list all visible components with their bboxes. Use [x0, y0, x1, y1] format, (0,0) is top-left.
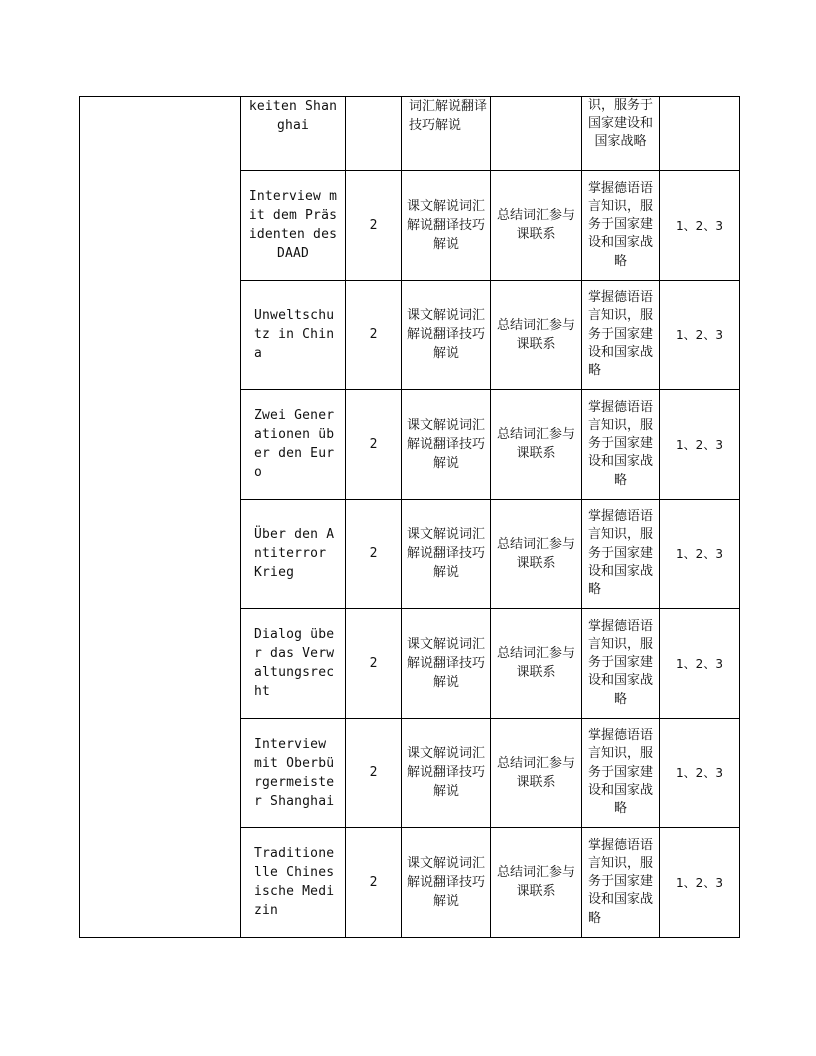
- topic-cell: [241, 828, 346, 938]
- objectives-cell: [660, 828, 740, 938]
- activity-cell: [402, 171, 491, 281]
- goal-cell: [582, 97, 660, 171]
- hours-cell: [346, 609, 402, 719]
- topic-text: Unweltschutz in China: [254, 308, 335, 362]
- goal-text: 掌握德语语言知识，服务于国家建设和国家战略: [588, 837, 654, 926]
- activity-cell: [402, 609, 491, 719]
- activity-cell: [402, 280, 491, 390]
- objectives-cell: [660, 390, 740, 500]
- student-text: 总结词汇参与课联系: [496, 427, 575, 462]
- goal-text: 掌握德语语言知识，服务于国家建设和国家战略: [588, 399, 654, 488]
- activity-cell: [402, 828, 491, 938]
- goal-cell: [582, 499, 660, 609]
- hours-cell: [346, 390, 402, 500]
- student-cell: [491, 718, 582, 828]
- goal-cell: [582, 609, 660, 719]
- student-cell: [491, 390, 582, 500]
- activity-cell: [402, 390, 491, 500]
- objectives-cell: [660, 280, 740, 390]
- topic-text: Interview mit dem Präsidenten des DAAD: [248, 189, 338, 262]
- goal-text: 掌握德语语言知识，服务于国家建设和国家战略: [588, 180, 654, 269]
- activity-text: 课文解说词汇解说翻译技巧解说: [406, 308, 485, 362]
- activity-text: 课文解说词汇解说翻译技巧解说: [406, 417, 485, 471]
- goal-text: 掌握德语语言知识，服务于国家建设和国家战略: [588, 728, 654, 817]
- topic-text: Interview mit Oberbürgermeister Shanghai: [254, 736, 335, 809]
- topic-text: Dialog über das Verwaltungsrecht: [254, 627, 335, 700]
- student-cell: [491, 609, 582, 719]
- topic-cell: [241, 718, 346, 828]
- topic-cell: [241, 609, 346, 719]
- activity-text: 课文解说词汇解说翻译技巧解说: [406, 636, 485, 690]
- hours-cell: [346, 718, 402, 828]
- student-cell: [491, 828, 582, 938]
- table-row: [80, 97, 740, 171]
- merged-category-cell: [80, 97, 241, 938]
- hours-cell: [346, 171, 402, 281]
- student-text: 总结词汇参与课联系: [496, 755, 575, 790]
- hours-text: 2: [369, 874, 378, 890]
- topic-cell: [241, 97, 346, 171]
- goal-cell: [582, 171, 660, 281]
- hours-text: 2: [369, 217, 378, 233]
- student-cell: [491, 280, 582, 390]
- student-text: 总结词汇参与课联系: [496, 536, 575, 571]
- course-schedule-table: [79, 96, 740, 938]
- hours-cell: [346, 97, 402, 171]
- goal-cell: [582, 718, 660, 828]
- topic-text: Traditionelle Chinesische Medizin: [254, 846, 335, 919]
- objectives-cell: [660, 499, 740, 609]
- goal-text: 识，服务于国家建设和国家战略: [588, 98, 654, 150]
- objectives-text: 1、2、3: [676, 875, 723, 890]
- objectives-text: 1、2、3: [676, 437, 723, 452]
- activity-text: 课文解说词汇解说翻译技巧解说: [406, 855, 485, 909]
- hours-text: 2: [369, 436, 378, 452]
- objectives-text: 1、2、3: [676, 328, 723, 343]
- student-cell: [491, 499, 582, 609]
- activity-cell: [402, 718, 491, 828]
- objectives-cell: [660, 609, 740, 719]
- topic-cell: [241, 280, 346, 390]
- topic-text: Zwei Generationen über den Euro: [254, 408, 335, 481]
- activity-cell: [402, 499, 491, 609]
- hours-text: 2: [369, 655, 378, 671]
- activity-cell: [402, 97, 491, 171]
- topic-text: Über den Antiterror Krieg: [254, 527, 335, 581]
- objectives-text: 1、2、3: [676, 656, 723, 671]
- topic-cell: [241, 390, 346, 500]
- student-text: 总结词汇参与课联系: [496, 208, 575, 243]
- student-text: 总结词汇参与课联系: [496, 865, 575, 900]
- hours-cell: [346, 280, 402, 390]
- hours-text: 2: [369, 765, 378, 781]
- activity-text: 课文解说词汇解说翻译技巧解说: [406, 527, 485, 581]
- goal-text: 掌握德语语言知识，服务于国家建设和国家战略: [588, 618, 654, 707]
- objectives-text: 1、2、3: [676, 218, 723, 233]
- student-text: 总结词汇参与课联系: [496, 646, 575, 681]
- objectives-text: 1、2、3: [676, 547, 723, 562]
- hours-text: 2: [369, 327, 378, 343]
- student-cell: [491, 97, 582, 171]
- student-cell: [491, 171, 582, 281]
- goal-text: 掌握德语语言知识，服务于国家建设和国家战略: [588, 290, 654, 379]
- goal-text: 掌握德语语言知识，服务于国家建设和国家战略: [588, 509, 654, 598]
- topic-cell: [241, 499, 346, 609]
- student-text: 总结词汇参与课联系: [496, 317, 575, 352]
- objectives-text: 1、2、3: [676, 766, 723, 781]
- objectives-cell: [660, 171, 740, 281]
- goal-cell: [582, 828, 660, 938]
- activity-text: 词汇解说翻译技巧解说: [409, 99, 488, 133]
- activity-text: 课文解说词汇解说翻译技巧解说: [406, 746, 485, 800]
- topic-text: keiten Shanghai: [248, 99, 338, 133]
- activity-text: 课文解说词汇解说翻译技巧解说: [406, 198, 485, 252]
- objectives-cell: [660, 718, 740, 828]
- objectives-cell: [660, 97, 740, 171]
- hours-cell: [346, 828, 402, 938]
- topic-cell: [241, 171, 346, 281]
- goal-cell: [582, 280, 660, 390]
- hours-text: 2: [369, 546, 378, 562]
- hours-cell: [346, 499, 402, 609]
- goal-cell: [582, 390, 660, 500]
